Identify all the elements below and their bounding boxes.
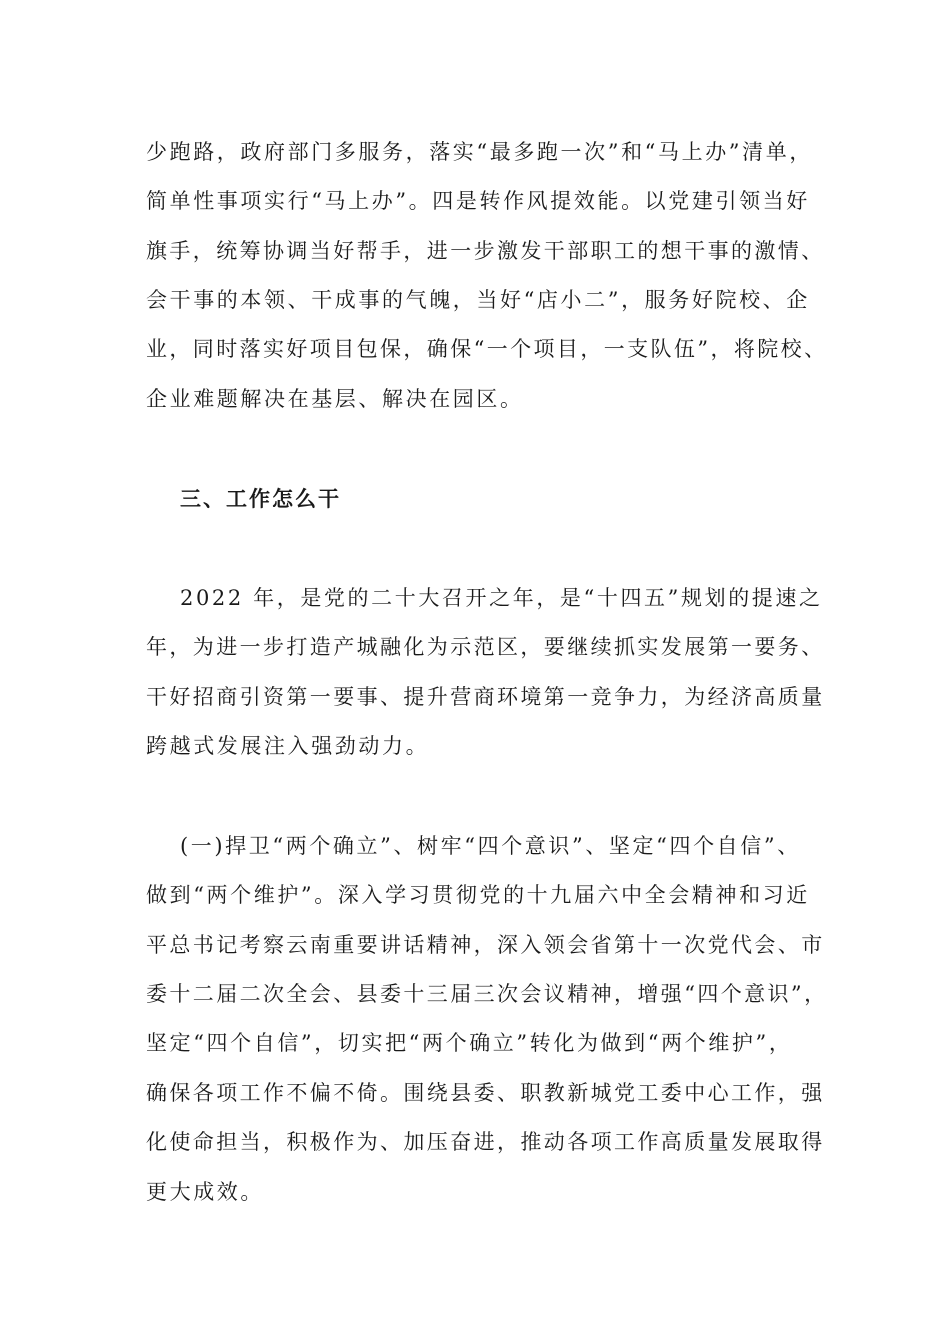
para1-line-2: 简单性事项实行“马上办”。四是转作风提效能。以党建引领当好 [146,189,810,213]
para3-line-8: 更大成效。 [146,1180,264,1204]
para1-line-5: 业，同时落实好项目包保，确保“一个项目，一支队伍”，将院校、 [146,337,828,361]
para3-line-5: 坚定“四个自信”，切实把“两个确立”转化为做到“两个维护”， [146,1031,793,1055]
para2-line-1: 2022 年，是党的二十大召开之年，是“十四五”规划的提速之 [180,586,823,610]
para1-line-1: 少跑路，政府部门多服务，落实“最多跑一次”和“马上办”清单， [146,140,813,164]
para2-line-3: 干好招商引资第一要事、提升营商环境第一竞争力，为经济高质量 [146,685,825,709]
para3-line-1: (一)捍卫“两个确立”、树牢“四个意识”、坚定“四个自信”、 [180,834,801,858]
para1-line-4: 会干事的本领、干成事的气魄，当好“店小二”，服务好院校、企 [146,288,810,312]
para2-line-4: 跨越式发展注入强劲动力。 [146,734,430,758]
para2-line-2: 年，为进一步打造产城融化为示范区，要继续抓实发展第一要务、 [146,635,825,659]
para3-line-3: 平总书记考察云南重要讲话精神，深入领会省第十一次党代会、市 [146,933,825,957]
para1-line-6: 企业难题解决在基层、解决在园区。 [146,387,524,411]
section-heading-3: 三、工作怎么干 [180,486,341,511]
para3-line-6: 确保各项工作不偏不倚。围绕县委、职教新城党工委中心工作，强 [146,1081,825,1105]
para1-line-3: 旗手，统筹协调当好帮手，进一步激发干部职工的想干事的激情、 [146,239,825,263]
para3-line-4: 委十二届二次全会、县委十三届三次会议精神，增强“四个意识”， [146,982,828,1006]
para3-line-2: 做到“两个维护”。深入学习贯彻党的十九届六中全会精神和习近 [146,883,810,907]
para3-line-7: 化使命担当，积极作为、加压奋进，推动各项工作高质量发展取得 [146,1130,825,1154]
